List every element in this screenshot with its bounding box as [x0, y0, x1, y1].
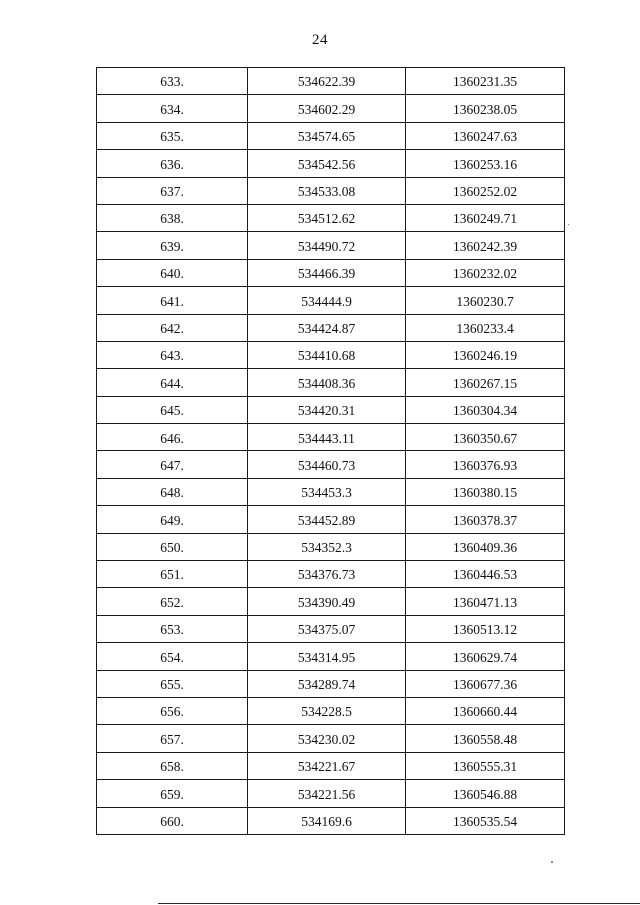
- table-row: [97, 369, 565, 396]
- x-coordinate-cell-text: 534169.6: [301, 813, 352, 829]
- point-number-cell: [97, 95, 248, 122]
- x-coordinate-cell: [248, 615, 406, 642]
- y-coordinate-cell-text: 1360677.36: [452, 677, 518, 693]
- x-coordinate-cell-text: 534622.39: [297, 74, 356, 90]
- y-coordinate-cell: [406, 122, 565, 149]
- scan-artifact-dot: [551, 861, 553, 863]
- x-coordinate-cell: [248, 451, 406, 478]
- x-coordinate-cell-text: 534602.29: [297, 101, 356, 117]
- y-coordinate-cell-text: 1360232.02: [452, 266, 518, 282]
- point-number-cell: [97, 150, 248, 177]
- point-number-cell: [97, 643, 248, 670]
- x-coordinate-cell: [248, 68, 406, 95]
- x-coordinate-cell: [248, 396, 406, 423]
- y-coordinate-cell-text: 1360249.71: [452, 211, 518, 227]
- point-number-cell-text: 643.: [160, 348, 184, 364]
- point-number-cell: [97, 588, 248, 615]
- point-number-cell-text: 649.: [160, 512, 184, 528]
- x-coordinate-cell-text: 534460.73: [297, 457, 356, 473]
- y-coordinate-cell-text: 1360230.7: [456, 293, 514, 309]
- y-coordinate-cell: [406, 451, 565, 478]
- x-coordinate-cell-text: 534453.3: [301, 485, 352, 501]
- x-coordinate-cell: [248, 424, 406, 451]
- point-number-cell-text: 660.: [160, 813, 184, 829]
- point-number-cell: [97, 697, 248, 724]
- table-row: [97, 68, 565, 95]
- y-coordinate-cell: [406, 341, 565, 368]
- x-coordinate-cell: [248, 533, 406, 560]
- x-coordinate-cell: [248, 807, 406, 834]
- point-number-cell: [97, 807, 248, 834]
- y-coordinate-cell-text: 1360535.54: [452, 813, 518, 829]
- table-row: [97, 807, 565, 834]
- y-coordinate-cell-text: 1360446.53: [452, 567, 518, 583]
- point-number-cell: [97, 259, 248, 286]
- y-coordinate-cell: [406, 643, 565, 670]
- table-row: [97, 670, 565, 697]
- y-coordinate-cell-text: 1360233.4: [456, 320, 514, 336]
- page-number: 24: [312, 32, 328, 48]
- y-coordinate-cell: [406, 259, 565, 286]
- y-coordinate-cell-text: 1360242.39: [452, 238, 518, 254]
- point-number-cell: [97, 369, 248, 396]
- y-coordinate-cell: [406, 478, 565, 505]
- coordinates-table-body: [97, 68, 565, 835]
- point-number-cell: [97, 122, 248, 149]
- point-number-cell: [97, 177, 248, 204]
- y-coordinate-cell-text: 1360246.19: [452, 348, 518, 364]
- table-row: [97, 533, 565, 560]
- y-coordinate-cell: [406, 725, 565, 752]
- y-coordinate-cell: [406, 807, 565, 834]
- y-coordinate-cell-text: 1360660.44: [452, 704, 518, 720]
- table-row: [97, 615, 565, 642]
- y-coordinate-cell-text: 1360546.88: [452, 786, 518, 802]
- point-number-cell: [97, 780, 248, 807]
- point-number-cell-text: 658.: [160, 759, 184, 775]
- table-row: [97, 341, 565, 368]
- y-coordinate-cell-text: 1360247.63: [452, 129, 518, 145]
- x-coordinate-cell: [248, 314, 406, 341]
- point-number-cell: [97, 615, 248, 642]
- point-number-cell-text: 653.: [160, 622, 184, 638]
- point-number-cell: [97, 204, 248, 231]
- x-coordinate-cell: [248, 287, 406, 314]
- table-row: [97, 725, 565, 752]
- y-coordinate-cell-text: 1360378.37: [452, 512, 518, 528]
- x-coordinate-cell: [248, 478, 406, 505]
- y-coordinate-cell: [406, 150, 565, 177]
- point-number-cell-text: 651.: [160, 567, 184, 583]
- x-coordinate-cell: [248, 725, 406, 752]
- point-number-cell: [97, 396, 248, 423]
- point-number-cell: [97, 287, 248, 314]
- y-coordinate-cell-text: 1360555.31: [452, 759, 518, 775]
- x-coordinate-cell-text: 534444.9: [301, 293, 352, 309]
- point-number-cell: [97, 232, 248, 259]
- table-row: [97, 451, 565, 478]
- x-coordinate-cell: [248, 259, 406, 286]
- y-coordinate-cell-text: 1360471.13: [452, 594, 518, 610]
- y-coordinate-cell: [406, 68, 565, 95]
- y-coordinate-cell-text: 1360252.02: [452, 184, 518, 199]
- y-coordinate-cell: [406, 561, 565, 588]
- table-row: [97, 232, 565, 259]
- x-coordinate-cell-text: 534466.39: [297, 266, 356, 282]
- point-number-cell: [97, 478, 248, 505]
- y-coordinate-cell: [406, 424, 565, 451]
- point-number-cell-text: 650.: [160, 540, 184, 556]
- x-coordinate-cell: [248, 177, 406, 204]
- x-coordinate-cell: [248, 341, 406, 368]
- y-coordinate-cell-text: 1360350.67: [452, 430, 518, 446]
- x-coordinate-cell-text: 534574.65: [297, 129, 356, 145]
- table-row: [97, 204, 565, 231]
- point-number-cell-text: 633.: [160, 74, 184, 90]
- y-coordinate-cell: [406, 588, 565, 615]
- x-coordinate-cell: [248, 122, 406, 149]
- point-number-cell-text: 648.: [160, 485, 184, 501]
- y-coordinate-cell-text: 1360304.34: [452, 403, 518, 419]
- y-coordinate-cell-text: 1360409.36: [452, 540, 518, 556]
- table-row: [97, 780, 565, 807]
- table-row: [97, 478, 565, 505]
- table-row: [97, 752, 565, 779]
- point-number-cell-text: 654.: [160, 649, 184, 665]
- x-coordinate-cell: [248, 752, 406, 779]
- x-coordinate-cell: [248, 95, 406, 122]
- y-coordinate-cell: [406, 369, 565, 396]
- x-coordinate-cell: [248, 204, 406, 231]
- y-coordinate-cell-text: 1360380.15: [452, 485, 518, 501]
- point-number-cell: [97, 752, 248, 779]
- x-coordinate-cell: [248, 643, 406, 670]
- point-number-cell-text: 636.: [160, 156, 184, 172]
- y-coordinate-cell-text: 1360376.93: [452, 457, 518, 473]
- x-coordinate-cell-text: 534390.49: [297, 594, 356, 610]
- point-number-cell-text: 657.: [160, 731, 184, 747]
- point-number-cell: [97, 314, 248, 341]
- x-coordinate-cell-text: 534512.62: [297, 211, 356, 227]
- x-coordinate-cell: [248, 588, 406, 615]
- point-number-cell: [97, 68, 248, 95]
- point-number-cell-text: 634.: [160, 101, 184, 117]
- x-coordinate-cell-text: 534452.89: [297, 512, 356, 528]
- y-coordinate-cell: [406, 396, 565, 423]
- point-number-cell-text: 637.: [160, 184, 184, 199]
- point-number-cell: [97, 424, 248, 451]
- x-coordinate-cell-text: 534490.72: [297, 238, 356, 254]
- point-number-cell: [97, 670, 248, 697]
- scan-artifact-dot: [568, 224, 569, 225]
- table-row: [97, 506, 565, 533]
- x-coordinate-cell-text: 534221.67: [297, 759, 356, 775]
- y-coordinate-cell: [406, 752, 565, 779]
- y-coordinate-cell-text: 1360558.48: [452, 731, 518, 747]
- x-coordinate-cell-text: 534289.74: [297, 677, 356, 693]
- table-row: [97, 697, 565, 724]
- point-number-cell: [97, 561, 248, 588]
- point-number-cell-text: 652.: [160, 594, 184, 610]
- x-coordinate-cell-text: 534533.08: [297, 184, 356, 199]
- y-coordinate-cell: [406, 697, 565, 724]
- point-number-cell-text: 645.: [160, 403, 184, 419]
- y-coordinate-cell-text: 1360267.15: [452, 375, 518, 391]
- y-coordinate-cell: [406, 780, 565, 807]
- y-coordinate-cell: [406, 204, 565, 231]
- coordinates-table: [96, 67, 565, 835]
- point-number-cell: [97, 725, 248, 752]
- point-number-cell-text: 644.: [160, 375, 184, 391]
- y-coordinate-cell: [406, 95, 565, 122]
- table-row: [97, 95, 565, 122]
- x-coordinate-cell: [248, 561, 406, 588]
- x-coordinate-cell-text: 534221.56: [297, 786, 356, 802]
- x-coordinate-cell-text: 534410.68: [297, 348, 356, 364]
- y-coordinate-cell-text: 1360513.12: [452, 622, 518, 638]
- x-coordinate-cell-text: 534542.56: [297, 156, 356, 172]
- point-number-cell-text: 647.: [160, 457, 184, 473]
- x-coordinate-cell: [248, 506, 406, 533]
- x-coordinate-cell-text: 534420.31: [297, 403, 356, 419]
- point-number-cell-text: 642.: [160, 320, 184, 336]
- point-number-cell-text: 638.: [160, 211, 184, 227]
- x-coordinate-cell: [248, 369, 406, 396]
- table-row: [97, 259, 565, 286]
- x-coordinate-cell-text: 534408.36: [297, 375, 356, 391]
- point-number-cell-text: 639.: [160, 238, 184, 254]
- x-coordinate-cell-text: 534376.73: [297, 567, 356, 583]
- y-coordinate-cell: [406, 314, 565, 341]
- table-row: [97, 588, 565, 615]
- x-coordinate-cell-text: 534228.5: [301, 704, 352, 720]
- y-coordinate-cell: [406, 506, 565, 533]
- point-number-cell: [97, 451, 248, 478]
- x-coordinate-cell-text: 534424.87: [297, 320, 356, 336]
- point-number-cell: [97, 341, 248, 368]
- table-row: [97, 287, 565, 314]
- x-coordinate-cell: [248, 780, 406, 807]
- point-number-cell: [97, 506, 248, 533]
- x-coordinate-cell-text: 534352.3: [301, 540, 352, 556]
- y-coordinate-cell: [406, 615, 565, 642]
- x-coordinate-cell: [248, 150, 406, 177]
- point-number-cell-text: 659.: [160, 786, 184, 802]
- point-number-cell-text: 641.: [160, 293, 184, 309]
- table-row: [97, 122, 565, 149]
- x-coordinate-cell: [248, 232, 406, 259]
- y-coordinate-cell: [406, 287, 565, 314]
- page-bottom-rule: [158, 903, 640, 904]
- x-coordinate-cell-text: 534230.02: [297, 731, 356, 747]
- x-coordinate-cell: [248, 670, 406, 697]
- point-number-cell-text: 646.: [160, 430, 184, 446]
- y-coordinate-cell: [406, 177, 565, 204]
- y-coordinate-cell-text: 1360253.16: [452, 156, 518, 172]
- table-row: [97, 396, 565, 423]
- point-number-cell-text: 655.: [160, 677, 184, 693]
- table-row: [97, 561, 565, 588]
- y-coordinate-cell: [406, 232, 565, 259]
- table-row: [97, 177, 565, 204]
- point-number-cell-text: 656.: [160, 704, 184, 720]
- x-coordinate-cell-text: 534443.11: [298, 430, 355, 446]
- point-number-cell: [97, 533, 248, 560]
- table-row: [97, 424, 565, 451]
- x-coordinate-cell: [248, 697, 406, 724]
- y-coordinate-cell-text: 1360231.35: [452, 74, 518, 90]
- y-coordinate-cell-text: 1360629.74: [452, 649, 518, 665]
- table-row: [97, 643, 565, 670]
- table-row: [97, 150, 565, 177]
- y-coordinate-cell: [406, 670, 565, 697]
- y-coordinate-cell: [406, 533, 565, 560]
- x-coordinate-cell-text: 534314.95: [297, 649, 356, 665]
- point-number-cell-text: 640.: [160, 266, 184, 282]
- x-coordinate-cell-text: 534375.07: [297, 622, 356, 638]
- point-number-cell-text: 635.: [160, 129, 184, 145]
- y-coordinate-cell-text: 1360238.05: [452, 101, 518, 117]
- table-row: [97, 314, 565, 341]
